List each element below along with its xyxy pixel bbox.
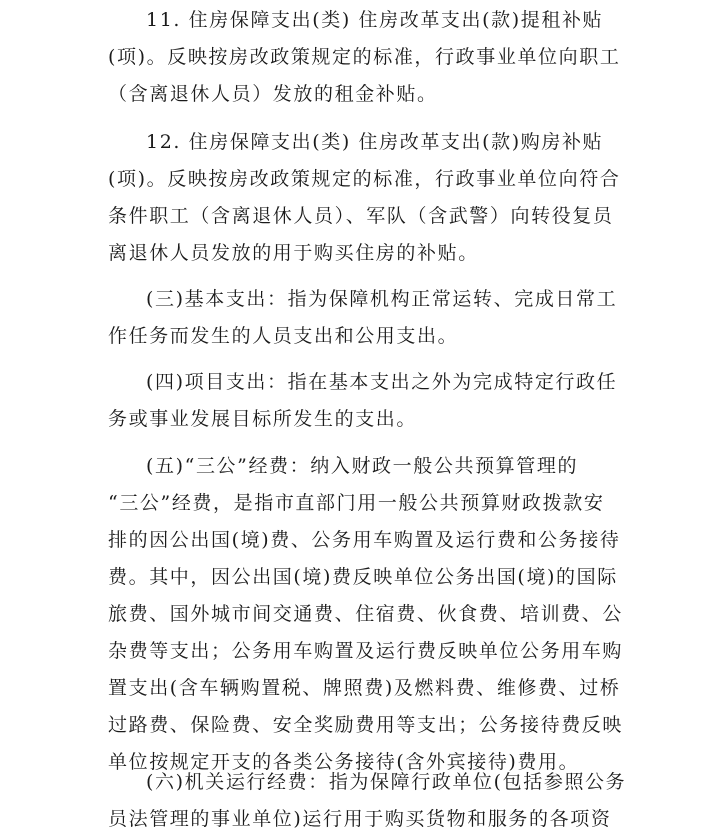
paragraph-housing-purchase-subsidy [108,124,621,272]
text-line: 12. 住房保障支出(类) 住房改革支出(款)购房补贴 [146,131,604,153]
paragraph-housing-rent-subsidy [108,2,621,113]
text-line: 排的因公出国(境)费、公务用车购置及运行费和公务接待 [108,529,621,551]
text-line: 11. 住房保障支出(类) 住房改革支出(款)提租补贴 [146,9,604,31]
paragraph-three-public-expenses [108,448,624,781]
paragraph-project-expenditure [108,364,618,438]
text-line: (四)项目支出：指在基本支出之外为完成特定行政任 [146,371,618,393]
text-line: 杂费等支出；公务用车购置及运行费反映单位公务用车购 [108,640,624,662]
text-line: 过路费、保险费、安全奖励费用等支出；公务接待费反映 [108,714,624,736]
text-line: 员法管理的事业单位)运行用于购买货物和服务的各项资 [108,808,612,830]
text-line: 作任务而发生的人员支出和公用支出。 [108,325,459,347]
text-line: (三)基本支出：指为保障机构正常运转、完成日常工 [146,288,618,310]
text-line: (五)“三公”经费：纳入财政一般公共预算管理的 [146,455,579,477]
text-line: “三公”经费，是指市直部门用一般公共预算财政拨款安 [108,492,605,514]
text-line: （含离退休人员）发放的租金补贴。 [108,83,438,105]
text-line: 条件职工（含离退休人员）、军队（含武警）向转役复员 [108,205,614,227]
text-line: 费。其中，因公出国(境)费反映单位公务出国(境)的国际 [108,566,618,588]
text-line: 置支出(含车辆购置税、牌照费)及燃料费、维修费、过桥 [108,677,621,699]
text-line: (项)。反映按房改政策规定的标准，行政事业单位向符合 [108,168,621,190]
text-line: (六)机关运行经费：指为保障行政单位(包括参照公务 [146,771,627,793]
paragraph-agency-operating-expenses [108,764,627,831]
text-line: 离退休人员发放的用于购买住房的补贴。 [108,242,479,264]
text-line: 务或事业发展目标所发生的支出。 [108,408,418,430]
text-line: 旅费、国外城市间交通费、住宿费、伙食费、培训费、公 [108,603,624,625]
paragraph-basic-expenditure [108,281,618,355]
text-line: 单位按规定开支的各类公务接待(含外宾接待)费用。 [108,751,580,773]
text-line: (项)。反映按房改政策规定的标准，行政事业单位向职工 [108,46,621,68]
